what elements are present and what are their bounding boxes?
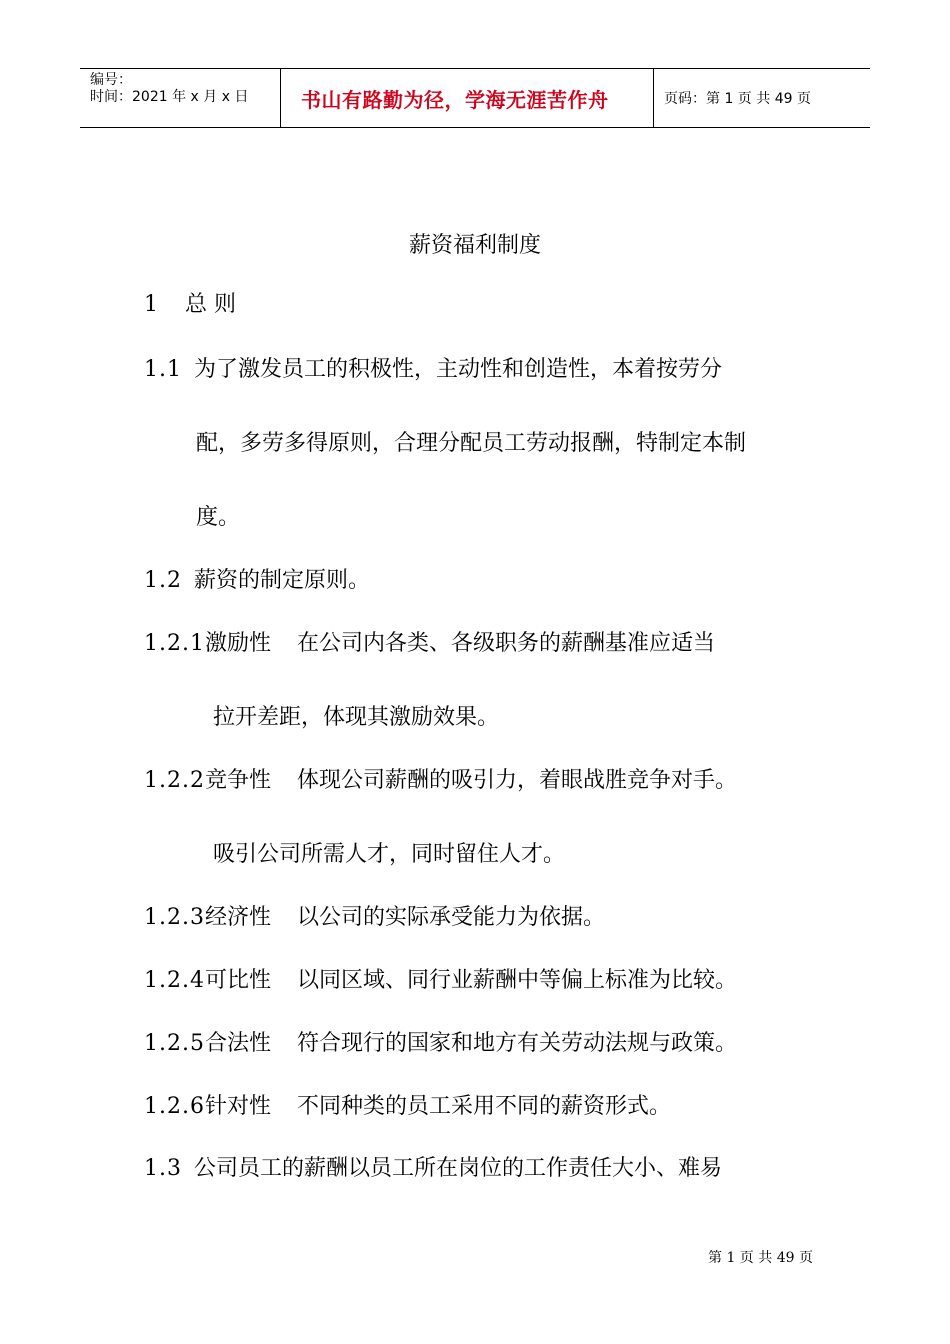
clause-text: 公司员工的薪酬以员工所在岗位的工作责任大小、难易 — [194, 1156, 723, 1181]
clause-text: 在公司内各类、各级职务的薪酬基准应适当 — [297, 631, 716, 656]
clause-number: 1.2 — [144, 568, 182, 593]
clause-text: 度。 — [196, 505, 241, 530]
page-header — [80, 68, 870, 128]
section-number: 1 — [144, 292, 159, 317]
section-heading — [144, 290, 236, 320]
page-footer: 第 1 页 共 49 页 — [708, 1250, 813, 1266]
clause-text: 以公司的实际承受能力为依据。 — [297, 905, 606, 930]
clause-text: 不同种类的员工采用不同的薪资形式。 — [297, 1094, 672, 1119]
clause-number: 1.2.4 — [144, 968, 205, 993]
clause-text: 薪资的制定原则。 — [194, 568, 371, 593]
header-motto-cell — [281, 69, 654, 127]
clause-text: 拉开差距，体现其激励效果。 — [213, 705, 500, 730]
clause-number: 1.2.5 — [144, 1031, 205, 1056]
paragraph-line — [213, 703, 499, 733]
document-title: 薪资福利制度 — [408, 233, 541, 258]
clause-text: 吸引公司所需人才，同时留住人才。 — [213, 842, 566, 867]
clause-label: 竞争性 — [204, 768, 271, 793]
paragraph-line — [144, 629, 715, 659]
clause-number: 1.2.6 — [144, 1094, 205, 1119]
clause-text: 符合现行的国家和地方有关劳动法规与政策。 — [297, 1031, 738, 1056]
paragraph-line — [144, 1154, 722, 1184]
clause-number: 1.3 — [144, 1156, 182, 1181]
paragraph-line — [144, 1092, 671, 1122]
paragraph-line — [144, 966, 737, 996]
header-page-info: 页码：第 1 页 共 49 页 — [664, 91, 811, 107]
clause-number: 1.1 — [144, 357, 182, 382]
clause-number: 1.2.1 — [144, 631, 205, 656]
clause-label: 激励性 — [204, 631, 271, 656]
paragraph-line — [144, 1029, 737, 1059]
clause-number: 1.2.3 — [144, 905, 205, 930]
time-label: 时间：2021 年 x 月 x 日 — [90, 89, 249, 105]
clause-text: 体现公司薪酬的吸引力，着眼战胜竞争对手。 — [297, 768, 738, 793]
header-meta-cell — [80, 69, 281, 127]
clause-number: 1.2.2 — [144, 768, 205, 793]
clause-text: 以同区域、同行业薪酬中等偏上标准为比较。 — [297, 968, 738, 993]
clause-label: 可比性 — [204, 968, 271, 993]
paragraph-line — [144, 355, 722, 385]
motto-text: 书山有路勤为径，学海无涯苦作舟 — [301, 87, 609, 112]
section-title: 总 则 — [185, 292, 236, 317]
paragraph-line — [144, 566, 370, 596]
serial-label: 编号： — [90, 72, 132, 88]
header-page-cell — [654, 69, 870, 127]
paragraph-line — [196, 503, 240, 533]
paragraph-line — [144, 903, 605, 933]
paragraph-line — [144, 766, 737, 796]
clause-label: 针对性 — [204, 1094, 271, 1119]
clause-label: 经济性 — [204, 905, 271, 930]
paragraph-line — [213, 840, 565, 870]
paragraph-line — [196, 429, 746, 459]
clause-label: 合法性 — [204, 1031, 271, 1056]
clause-text: 配，多劳多得原则，合理分配员工劳动报酬，特制定本制 — [196, 431, 747, 456]
clause-text: 为了激发员工的积极性，主动性和创造性，本着按劳分 — [194, 357, 723, 382]
